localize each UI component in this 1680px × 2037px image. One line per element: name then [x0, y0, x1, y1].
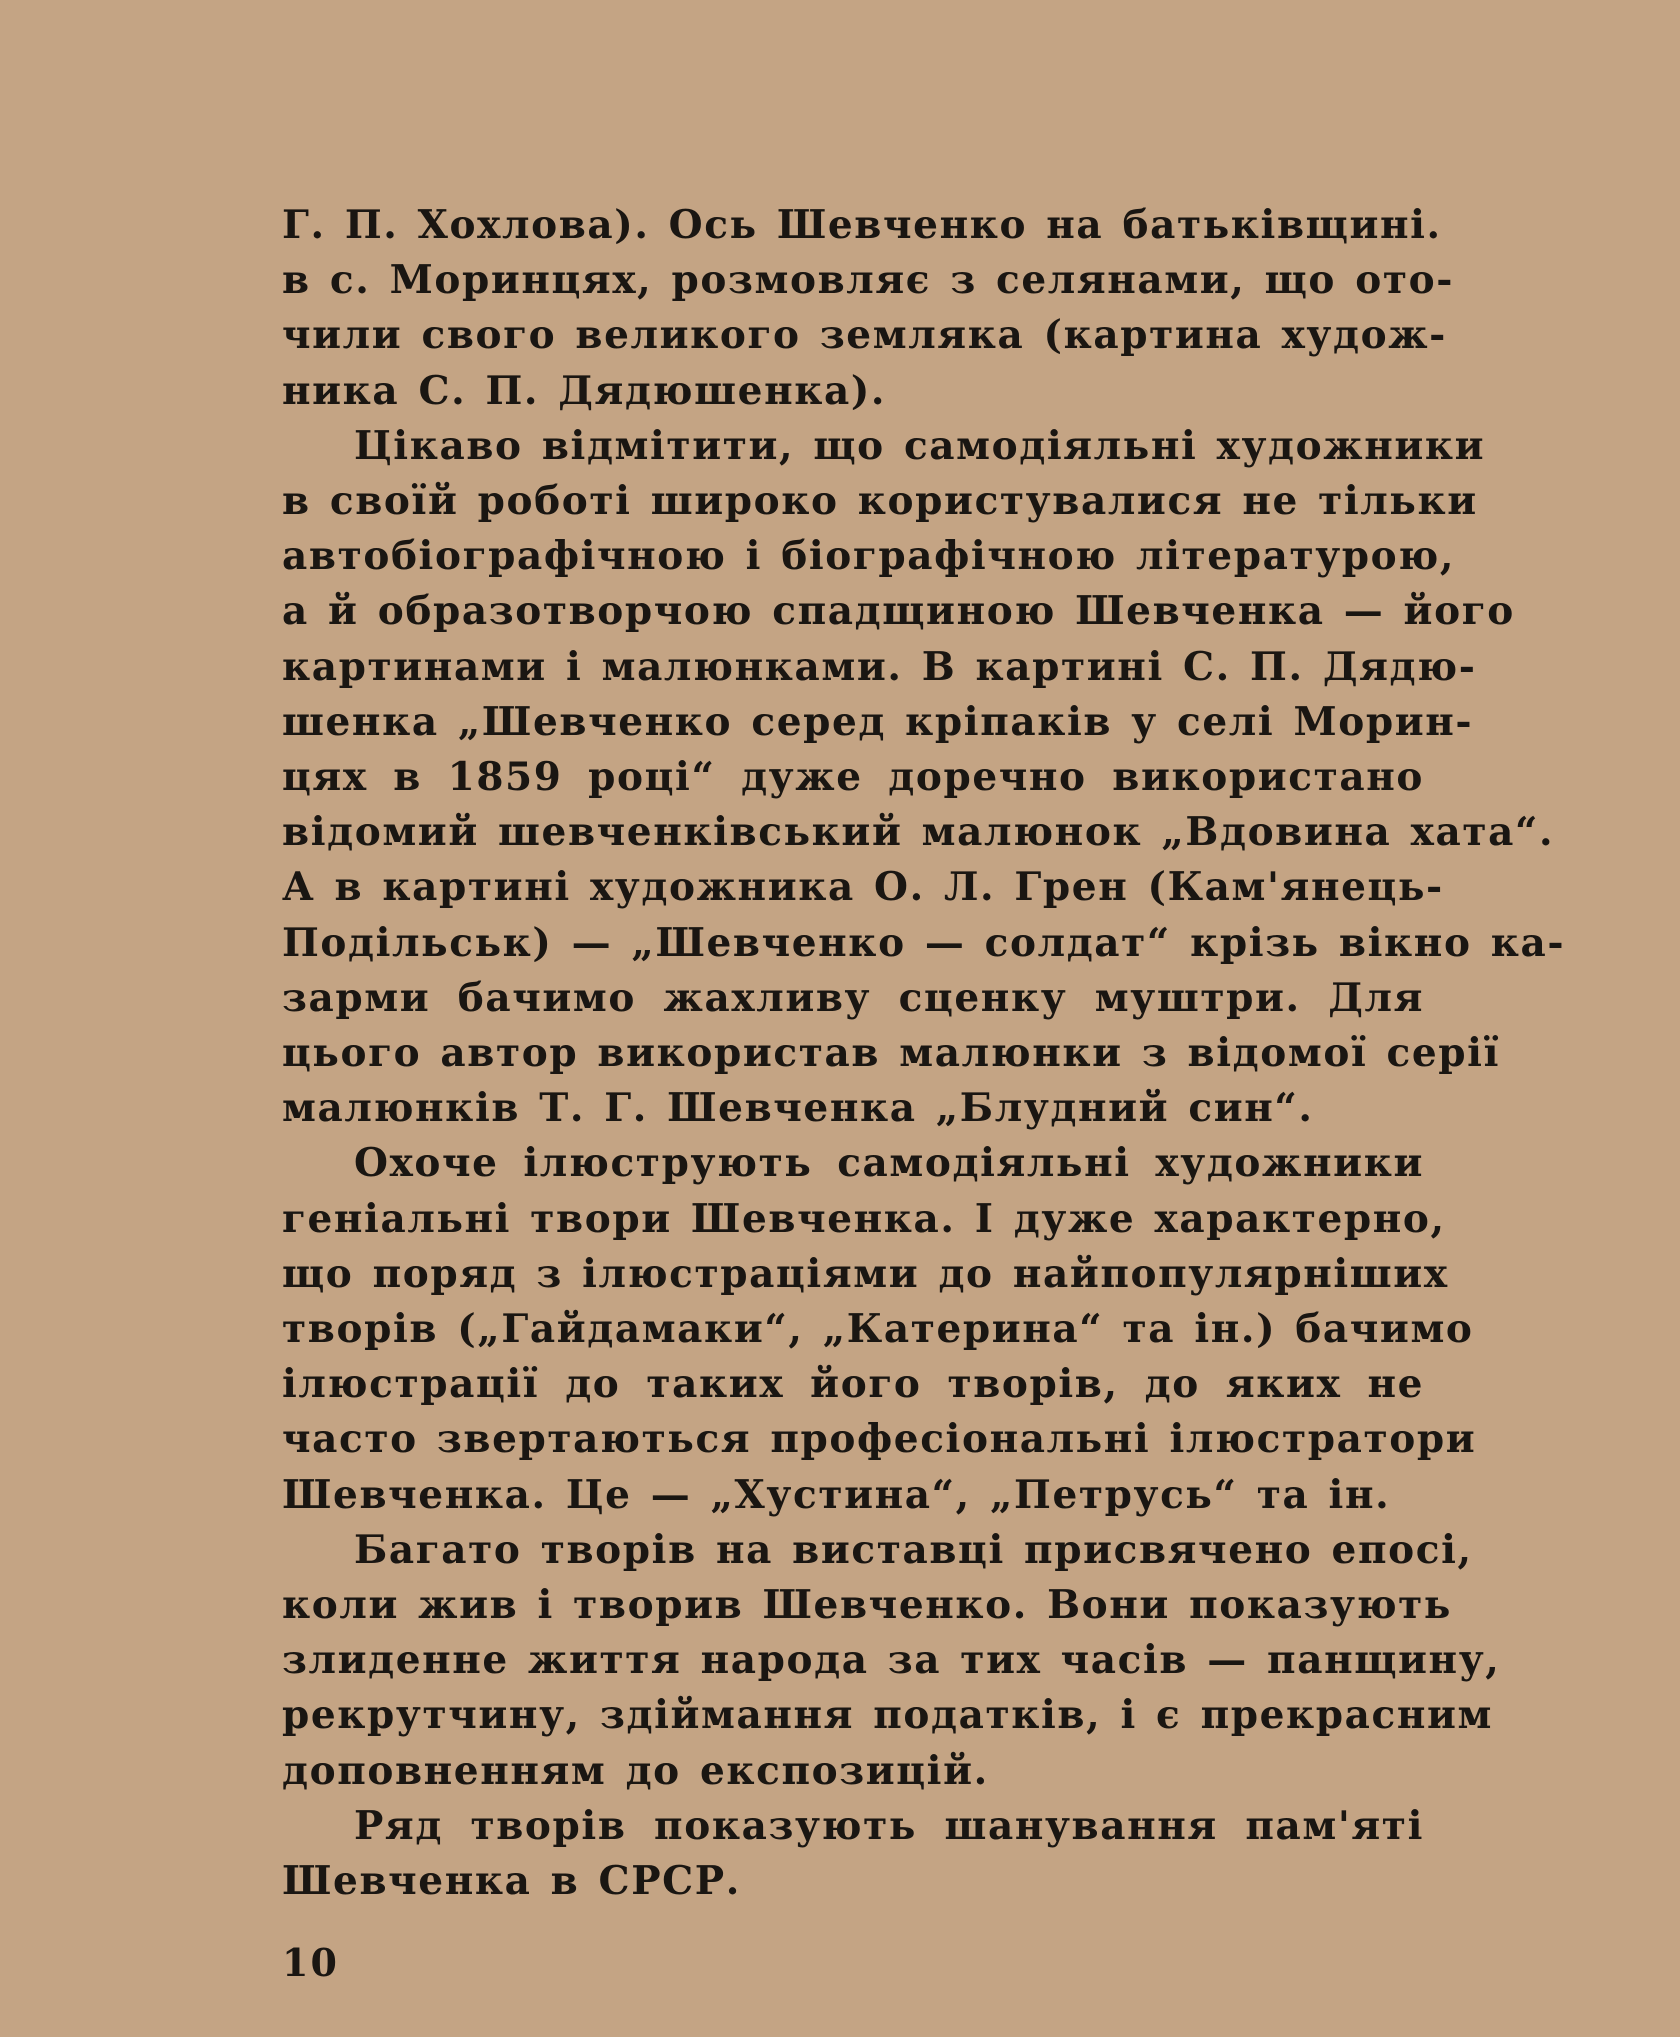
paragraph: [282, 1136, 1477, 1522]
text-line: малюнків Т. Г. Шевченка „Блудний син“.: [282, 1085, 1314, 1132]
text-line: геніальні твори Шевченка. І дуже характерно,: [282, 1195, 1446, 1242]
text-line: доповненням до експозицій.: [282, 1747, 989, 1794]
text-line: ілюстрації до таких його творів, до яких не: [282, 1361, 1424, 1408]
paragraph: [282, 1523, 1501, 1799]
paragraph: [282, 198, 1455, 419]
text-line: картинами і малюнками. В картині С. П. Дядю-: [282, 643, 1477, 690]
text-line: творів („Гайдамаки“, „Катерина“ та ін.) бачимо: [282, 1306, 1474, 1353]
text-line: Г. П. Хохлова). Ось Шевченко на батьківщині.: [282, 202, 1442, 248]
text-line: чили свого великого земляка (картина худож-: [282, 312, 1447, 359]
text-line: Багато творів на виставці присвячено епосі,: [354, 1526, 1473, 1573]
text-line: цього автор використав малюнки з відомої серії: [282, 1030, 1501, 1077]
text-line: А в картині художника О. Л. Грен (Кам'янець-: [282, 864, 1444, 911]
text-line: відомий шевченківський малюнок „Вдовина хата“.: [282, 809, 1555, 856]
text-line: Подільськ) — „Шевченко — солдат“ крізь вікно ка-: [282, 919, 1566, 966]
text-line: часто звертаються професіональні ілюстратори: [282, 1416, 1477, 1463]
text-line: автобіографічною і біографічною літературою,: [282, 533, 1456, 580]
text-line: злиденне життя народа за тих часів — панщину,: [282, 1637, 1501, 1684]
text-line: Шевченка. Це — „Хустина“, „Петрусь“ та ін.: [282, 1471, 1391, 1518]
page-number: 10: [282, 1940, 339, 1985]
text-line: Шевченка в СРСР.: [282, 1858, 741, 1905]
text-body: [282, 198, 1566, 1909]
text-line: коли жив і творив Шевченко. Вони показують: [282, 1582, 1453, 1629]
text-line: Ряд творів показують шанування пам'яті: [354, 1802, 1424, 1849]
text-line: Охоче ілюструють самодіяльні художники: [354, 1140, 1424, 1187]
text-line: в своїй роботі широко користувалися не тільки: [282, 478, 1478, 525]
text-line: цях в 1859 році“ дуже доречно використано: [282, 754, 1424, 801]
text-line: ника С. П. Дядюшенка).: [282, 367, 887, 414]
text-line: зарми бачимо жахливу сценку муштри. Для: [282, 974, 1424, 1021]
text-line: а й образотворчою спадщиною Шевченка — його: [282, 588, 1515, 635]
text-line: рекрутчину, здіймання податків, і є прекрасним: [282, 1692, 1494, 1739]
text-line: Цікаво відмітити, що самодіяльні художники: [354, 422, 1486, 469]
paragraph: [282, 1799, 1424, 1909]
page-text: [282, 198, 1566, 1909]
text-line: шенка „Шевченко серед кріпаків у селі Морин-: [282, 698, 1474, 745]
text-line: в с. Моринцях, розмовляє з селянами, що ото-: [282, 257, 1455, 304]
text-line: що поряд з ілюстраціями до найпопулярніших: [282, 1250, 1449, 1297]
paragraph: [282, 419, 1566, 1137]
